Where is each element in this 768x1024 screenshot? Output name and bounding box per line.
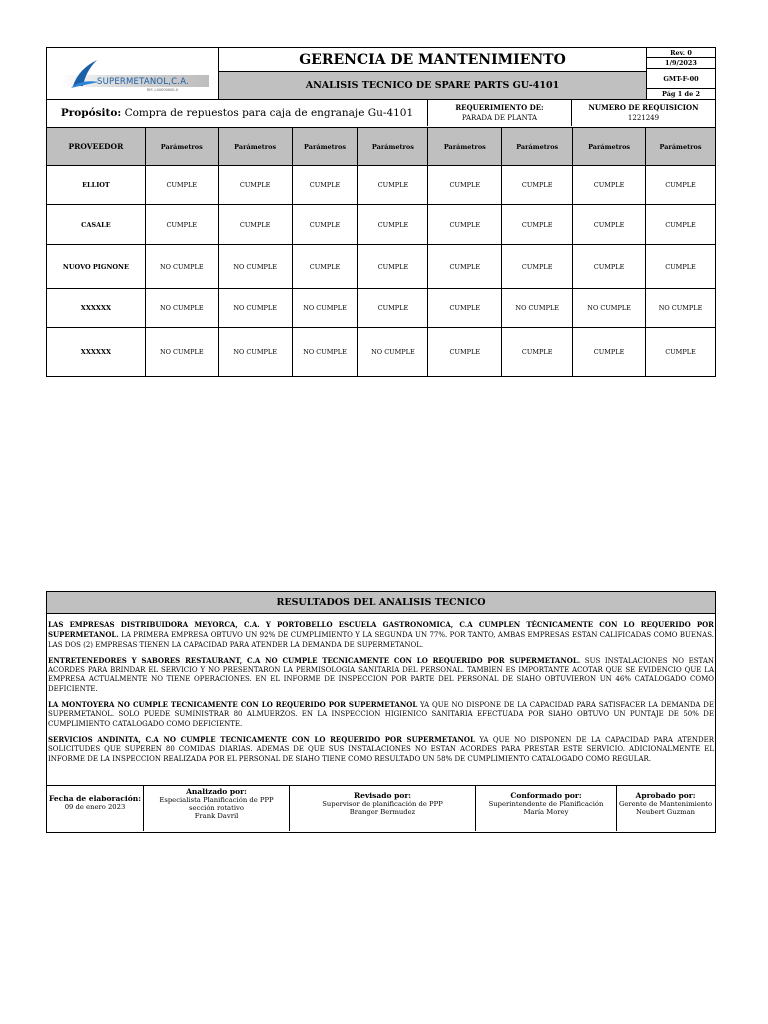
table-cell: CUMPLE	[145, 166, 218, 205]
results-section	[46, 591, 716, 833]
column-header-param: Parámetros	[218, 128, 292, 166]
table-cell: CUMPLE	[428, 205, 502, 245]
requisition-label: NUMERO DE REQUISICION	[588, 103, 699, 112]
table-cell: CUMPLE	[428, 166, 502, 205]
signature-line: Gerente de Mantenimiento	[618, 800, 713, 808]
results-title: RESULTADOS DEL ANALISIS TECNICO	[47, 592, 715, 614]
purpose-cell	[47, 100, 428, 126]
provider-name: XXXXXX	[47, 289, 146, 328]
table-cell: CUMPLE	[358, 205, 428, 245]
requirement-cell	[428, 100, 572, 126]
table-cell: CUMPLE	[646, 328, 716, 377]
table-cell: NO CUMPLE	[145, 328, 218, 377]
requisition-cell	[572, 100, 715, 126]
signature-name: María Morey	[523, 808, 569, 816]
logo-tagline: RIF: J-00000000-0	[147, 88, 178, 92]
table-cell: CUMPLE	[428, 289, 502, 328]
column-header-param: Parámetros	[428, 128, 502, 166]
table-cell: CUMPLE	[573, 328, 646, 377]
table-cell: CUMPLE	[428, 245, 502, 289]
table-cell: CUMPLE	[502, 205, 573, 245]
signature-name: Neubert Guzman	[635, 808, 696, 816]
table-cell: NO CUMPLE	[145, 289, 218, 328]
table-cell: CUMPLE	[502, 328, 573, 377]
table-header-row	[47, 128, 716, 166]
paragraph-lead: SERVICIOS ANDINITA, C.A NO CUMPLE TECNICAMENTE CON LO REQUERIDO POR SUPERMETANOL	[48, 734, 475, 744]
table-cell: CUMPLE	[646, 245, 716, 289]
signature-name: Frank Davril	[194, 812, 239, 820]
signature-cell-reviewed	[290, 785, 476, 831]
results-body	[47, 614, 715, 786]
table-row	[47, 289, 716, 328]
table-row	[47, 328, 716, 377]
table-cell: NO CUMPLE	[218, 245, 292, 289]
provider-name: ELLIOT	[47, 166, 146, 205]
document-subtitle: ANALISIS TECNICO DE SPARE PARTS GU-4101	[219, 72, 646, 99]
requirement-value: PARADA DE PLANTA	[461, 114, 538, 122]
purpose-row	[46, 100, 716, 128]
signature-cell-approved	[617, 785, 714, 831]
document-header	[46, 47, 716, 100]
table-row	[47, 205, 716, 245]
table-cell: NO CUMPLE	[292, 289, 358, 328]
purpose-text: Compra de repuestos para caja de engranaje Gu-4101	[124, 107, 414, 119]
signature-title: Conformado por:	[510, 791, 582, 800]
page-number: Pág 1 de 2	[662, 90, 700, 98]
provider-name: CASALE	[47, 205, 146, 245]
table-cell: CUMPLE	[358, 166, 428, 205]
paragraph-text: SUS INSTALACIONES NO ESTAN ACORDES PARA BRINDAR EL SERVICIO Y NO PRESENTARON LA PERMISOLOGIA SANITARIA DEL PERSONAL. TAMBIEN ES IMPORTANTE ACOTAR QUE SE EVIDENCIO QUE LA EMPRESA ACTUALMENTE NO TIENE OPERACIONES. EN EL INFORME DE INSPECCION POR PARTE DEL PERSONAL DE SIAHO OBTUVIERON UN 46% CATALOGADO COMO DEFICIENTE.	[48, 656, 714, 693]
signature-title: Fecha de elaboración:	[49, 794, 141, 803]
signature-title: Aprobado por:	[635, 791, 696, 800]
document-title: GERENCIA DE MANTENIMIENTO	[219, 48, 646, 72]
provider-name: XXXXXX	[47, 328, 146, 377]
signature-row	[47, 785, 714, 832]
supplier-table	[46, 127, 716, 377]
form-code: GMT-F-00	[647, 69, 715, 89]
paragraph-lead: ENTRETENEDORES Y SABORES RESTAURANT, C.A NO CUMPLE TECNICAMENTE CON LO REQUERIDO POR SUPERMETANOL.	[48, 655, 581, 665]
table-cell: CUMPLE	[292, 166, 358, 205]
signature-name: Branger Bermudez	[349, 808, 416, 816]
table-cell: CUMPLE	[646, 166, 716, 205]
paragraph-lead: LA MONTOYERA NO CUMPLE TECNICAMENTE CON LO REQUERIDO POR SUPERMETANOL	[48, 700, 418, 710]
column-header-param: Parámetros	[573, 128, 646, 166]
table-cell: CUMPLE	[218, 205, 292, 245]
signature-line: sección rotativo	[189, 804, 244, 812]
revision: Rev. 0	[647, 48, 715, 58]
table-cell: CUMPLE	[646, 205, 716, 245]
table-cell: CUMPLE	[502, 166, 573, 205]
table-cell: CUMPLE	[502, 245, 573, 289]
table-cell: NO CUMPLE	[218, 289, 292, 328]
signature-cell-date	[47, 785, 144, 831]
provider-name: NUOVO PIGNONE	[47, 245, 146, 289]
signature-title: Revisado por:	[353, 791, 412, 800]
column-header-param: Parámetros	[145, 128, 218, 166]
results-paragraph	[48, 656, 714, 694]
logo-text: SUPERMETANOL,C.A.	[97, 77, 189, 87]
paragraph-lead: LAS EMPRESAS DISTRIBUIDORA MEYORCA, C.A. Y PORTOBELLO ESCUELA GASTRONOMICA, C.A CUMPLEN TÉCNICAMENTE CON LO REQUERIDO POR SUPERMETANOL.	[48, 620, 714, 640]
table-cell: CUMPLE	[358, 289, 428, 328]
table-cell: CUMPLE	[573, 245, 646, 289]
purpose-label: Propósito:	[60, 107, 122, 119]
signature-title: Analizado por:	[186, 787, 247, 796]
signature-cell-conformed	[476, 785, 617, 831]
document-meta	[646, 48, 715, 99]
table-cell: CUMPLE	[292, 205, 358, 245]
results-paragraph	[48, 700, 714, 729]
signature-line: Especialista Planificación de PPP	[159, 796, 274, 804]
table-cell: NO CUMPLE	[292, 328, 358, 377]
results-paragraph	[48, 620, 714, 650]
results-paragraph	[48, 735, 714, 764]
signature-line: Superintendente de Planificación	[488, 800, 604, 808]
table-cell: CUMPLE	[358, 245, 428, 289]
company-logo	[47, 48, 219, 99]
table-cell: CUMPLE	[145, 205, 218, 245]
table-row	[47, 245, 716, 289]
table-cell: CUMPLE	[573, 166, 646, 205]
table-cell: CUMPLE	[218, 166, 292, 205]
signature-line: Supervisor de planificación de PPP	[322, 800, 443, 808]
table-cell: NO CUMPLE	[573, 289, 646, 328]
paragraph-text: YA QUE NO DISPONE DE LA CAPACIDAD PARA SATISFACER LA DEMANDA DE SUPERMETANOL. SOLO PUEDE SUMINISTRAR 80 ALMUERZOS. EN LA INSPECCION HIGIENICO SANITARIA EFECTUADA POR SIAHO OBTUVO UN PUNTAJE DE 50% DE CUMPLIMIENTO CATALOGADO COMO DEFICIENTE.	[48, 701, 714, 728]
table-row	[47, 166, 716, 205]
table-cell: CUMPLE	[573, 205, 646, 245]
signature-line: 09 de enero 2023	[64, 803, 126, 811]
paragraph-text: LA PRIMERA EMPRESA OBTUVO UN 92% DE CUMPLIMIENTO Y LA SEGUNDA UN 77%. POR TANTO, AMBAS EMPRESAS ESTAN CALIFICADAS COMO BUENAS. LAS DOS (2) EMPRESAS TIENEN LA CAPACIDAD PARA ATENDER LA DEMANDA DE SUPERMETANOL.	[48, 631, 714, 649]
table-cell: NO CUMPLE	[646, 289, 716, 328]
requisition-value: 1221249	[627, 114, 660, 122]
logo-mark-icon	[67, 56, 101, 90]
table-cell: CUMPLE	[428, 328, 502, 377]
column-header-param: Parámetros	[358, 128, 428, 166]
table-cell: NO CUMPLE	[502, 289, 573, 328]
column-header-param: Parámetros	[292, 128, 358, 166]
paragraph-text: YA QUE NO DISPONEN DE LA CAPACIDAD PARA ATENDER SOLICITUDES QUE SUPEREN 80 COMIDAS DIARIAS. ADEMAS DE QUE SUS INSTALACIONES NO ESTAN ACORDES PARA PRESTAR ESTE SERVICIO. ADICIONALMENTE EL INFORME DE LA INSPECCION REALIZADA POR EL PERSONAL DE SIAHO TIENE COMO RESULTADO UN 58% DE CUMPLIMIENTO CATALOGADO COMO REGULAR.	[48, 735, 714, 763]
table-cell: CUMPLE	[292, 245, 358, 289]
column-header-provider: PROVEEDOR	[47, 128, 146, 166]
requirement-label: REQUERIMIENTO DE:	[455, 103, 544, 112]
table-cell: NO CUMPLE	[358, 328, 428, 377]
table-cell: NO CUMPLE	[218, 328, 292, 377]
revision-date: 1/9/2023	[647, 58, 715, 69]
table-cell: NO CUMPLE	[145, 245, 218, 289]
signature-cell-analyzed	[144, 785, 290, 831]
column-header-param: Parámetros	[502, 128, 573, 166]
column-header-param: Parámetros	[646, 128, 716, 166]
